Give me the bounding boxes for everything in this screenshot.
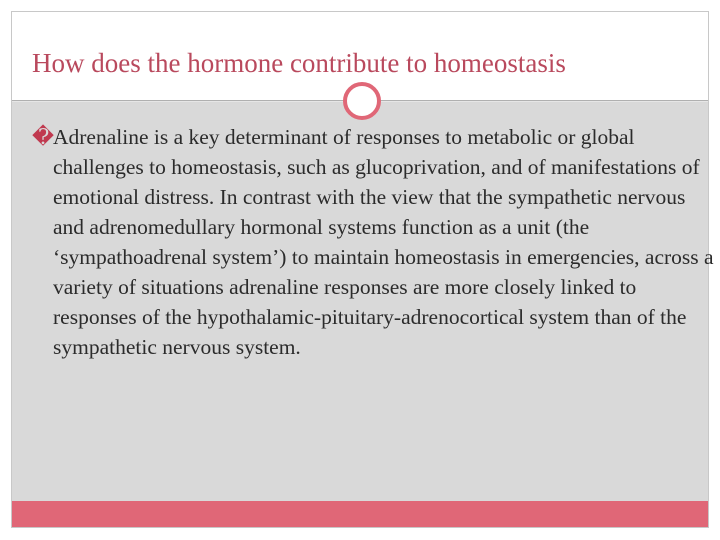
footer-bar bbox=[12, 501, 708, 527]
slide-title: How does the hormone contribute to homeostasis bbox=[32, 48, 566, 78]
bullet-icon: � bbox=[32, 125, 55, 149]
bullet-text: Adrenaline is a key determinant of responses to metabolic or global challenges to homeostasis, such as glucoprivation, and of manifestations of emotional distress. In contrast with the view that the sympathetic nervous and adrenomedullary hormonal systems function as a unit (the ‘sympathoadrenal system’) to maintain homeostasis in emergencies, across a variety of situations adrenaline responses are more closely linked to responses of the hypothalamic-pituitary-adrenocortical system than of the sympathetic nervous system. bbox=[53, 125, 714, 359]
circle-ornament-icon bbox=[343, 82, 381, 120]
bullet-paragraph bbox=[32, 122, 720, 362]
slide-frame bbox=[11, 11, 714, 528]
